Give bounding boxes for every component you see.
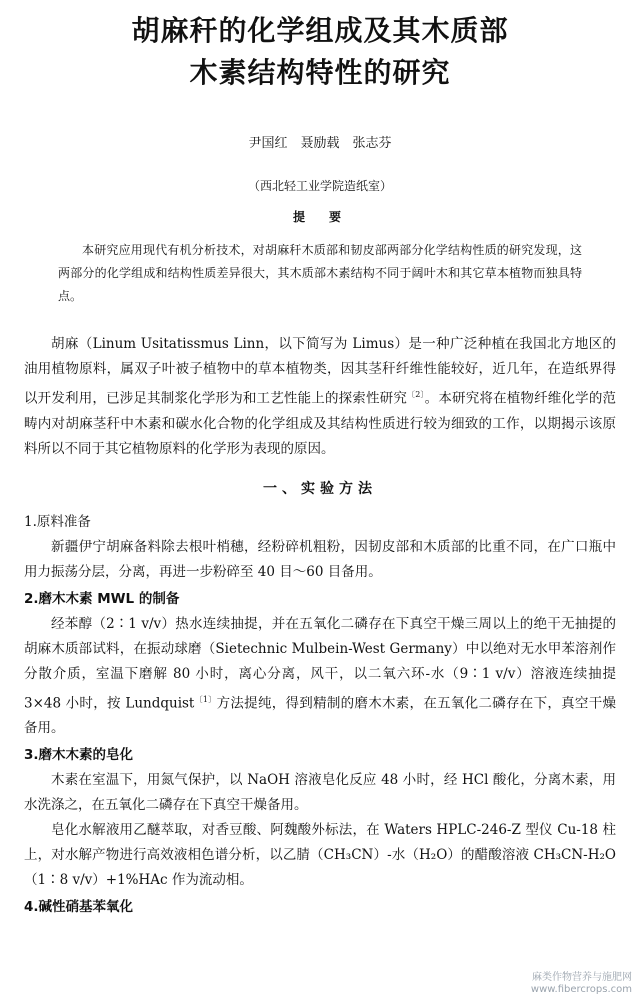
subsection-heading-3: 3.磨木木素的皂化 [24,747,134,763]
citation-ref: 〔2〕 [407,390,425,399]
subsection-heading-2: 2.磨木木素 MWL 的制备 [24,590,180,607]
author-list: 尹国红 聂励载 张志芬 [248,136,392,151]
subsection-text-2b: 方法提纯，得到精制的磨木木素，在五氧化二磷存在下，真空干燥备用。 [24,695,617,736]
paper-title [24,10,616,94]
site-watermark [531,972,632,996]
subsection-text-3b: 皂化水解液用乙醚萃取，对香豆酸、阿魏酸外标法，在 Waters HPLC-246-Z 型仪 Cu-18 柱上，对水解产物进行高效液相色谱分析，以乙腈（CH₃CN）-水（H₂O）的醋酸溶液 CH₃CN-H₂O（1∶8 v/v）+1%HAc 作为流动相。 [24,822,616,888]
abstract-heading: 提 要 [292,210,347,224]
subsection-text-2a: 经苯醇（2∶1 v/v）热水连续抽提，并在五氧化二磷存在下真空干燥三周以上的绝干无抽提的胡麻木质部试料，在振动球磨（Sietechnic Mulbein-West Germany）中以绝对无水甲苯溶剂作分散介质，室温下磨解 80 小时，离心分离，风干，以二氧六环-水（9∶1 v/v）溶液连续抽提 3×48 小时，按 Lundquist [24,615,616,711]
intro-text-a: 胡麻（Linum Usitatissmus Linn，以下简写为 Limus）是一种广泛种植在我国北方地区的油用植物原料，属双子叶被子植物中的草本植物类，因其茎秆纤维性能较好，近几年，在造纸界得以开发利用，已涉足其制浆化学形为和工艺性能上的探索性研究 [24,336,616,407]
abstract-text: 本研究应用现代有机分析技术，对胡麻秆木质部和韧皮部两部分化学结构性质的研究发现，这两部分的化学组成和结构性质差异很大，其木质部木素结构不同于阔叶木和其它草本植物而独具特点。 [58,243,582,303]
subsection-text-2 [24,612,616,742]
subsection-text-1: 新疆伊宁胡麻备料除去根叶梢穗，经粉碎机粗粉，因韧皮部和木质部的比重不同，在广口瓶中用力振荡分层，分离，再进一步粉碎至 40 目～60 目备用。 [24,538,616,580]
subsection-heading-1: 1.原料准备 [24,513,91,530]
affiliation: （西北轻工业学院造纸室） [247,179,392,193]
subsection-heading-4: 4.碱性硝基苯氧化 [24,899,134,915]
intro-paragraph [24,332,616,462]
watermark-line-1: 麻类作物营养与施肥网 [532,972,632,983]
intro-text-b: 。本研究将在植物纤维化学的范畴内对胡麻茎秆中木素和碳水化合物的化学组成及其结构性质进行较为细致的工作，以期揭示该原料所以不同于其它植物原料的化学形为表现的原因。 [24,390,617,457]
subsection-text-3a: 木素在室温下，用氮气保护，以 NaOH 溶液皂化反应 48 小时，经 HCl 酸化，分离木素，用水洗涤之，在五氧化二磷存在下真空干燥备用。 [24,772,616,813]
title-line-2: 木素结构特性的研究 [189,56,451,89]
watermark-line-2: www.fibercrops.com [530,984,632,995]
section-heading-methods: 一、实验方法 [263,480,377,497]
title-line-1: 胡麻秆的化学组成及其木质部 [131,14,509,47]
citation-ref: 〔1〕 [194,694,217,704]
